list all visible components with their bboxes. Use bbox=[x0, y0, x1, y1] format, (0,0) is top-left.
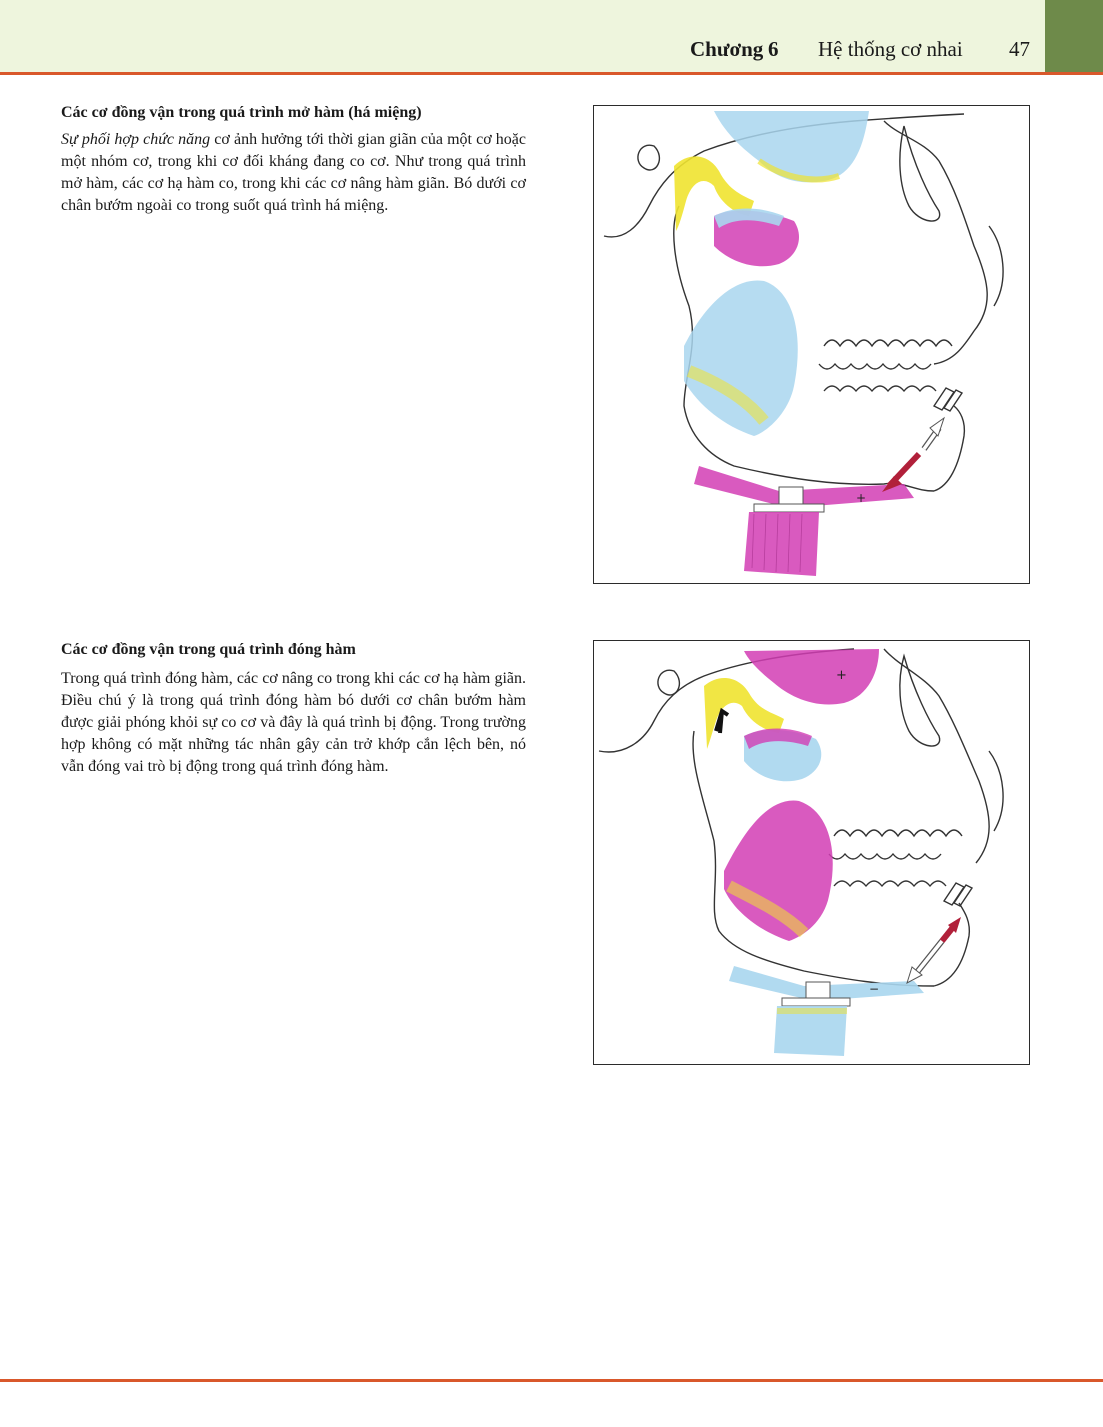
chapter-tab bbox=[1045, 0, 1103, 72]
incisors bbox=[934, 388, 962, 411]
chapter-number: 6 bbox=[768, 37, 779, 61]
condyle bbox=[658, 670, 680, 695]
condyle bbox=[638, 145, 660, 170]
nose-outline bbox=[989, 751, 1003, 831]
minus-sign: − bbox=[869, 982, 880, 996]
jaw-closing-illustration bbox=[594, 641, 1029, 1064]
section-heading-closing: Các cơ đồng vận trong quá trình đóng hàm bbox=[61, 641, 356, 658]
temporalis-muscle bbox=[714, 111, 869, 182]
infrahyoid-muscle bbox=[744, 512, 819, 576]
chin-outline bbox=[934, 406, 964, 491]
page-number: 47 bbox=[1009, 37, 1030, 61]
jaw-opening-illustration bbox=[594, 106, 1029, 583]
body-text: Trong quá trình đóng hàm, các cơ nâng co trong khi các cơ hạ hàm giãn. Điều chú ý là trong quá trình đóng hàm bó dưới cơ chân bướm hàm được giải phóng khỏi sự co cơ và đây là quá trình bị động. Trong trường hợp không có mặt những tác nhân gây cản trở khớp cắn lệch bên, nó vẫn đóng vai trò bị động trong quá trình đóng hàm. bbox=[61, 670, 526, 775]
footer-rule bbox=[0, 1379, 1103, 1382]
section-heading-opening: Các cơ đồng vận trong quá trình mở hàm (há miệng) bbox=[61, 104, 422, 121]
chapter-label: Chương bbox=[690, 37, 764, 61]
upper-teeth bbox=[824, 340, 952, 346]
italic-term: Sự phối hợp chức năng bbox=[61, 131, 211, 148]
eye-orbit bbox=[900, 656, 940, 746]
eye-orbit bbox=[900, 126, 940, 221]
upper-teeth bbox=[819, 364, 931, 369]
plus-sign: + bbox=[836, 668, 847, 683]
chapter-title: Hệ thống cơ nhai bbox=[818, 37, 963, 61]
upper-teeth bbox=[829, 854, 941, 859]
section-body-opening bbox=[61, 129, 526, 217]
plus-sign: + bbox=[856, 491, 867, 505]
lower-teeth bbox=[824, 386, 936, 391]
nose-outline bbox=[989, 226, 1003, 306]
upper-teeth bbox=[834, 830, 962, 836]
body-text: cơ ảnh hưởng tới thời gian giãn của một cơ hoặc một nhóm cơ, trong khi cơ đối kháng đang co cơ. Như trong quá trình mở hàm, các cơ hạ hàm co, trong khi các cơ nâng hàm giãn. Bó dưới cơ chân bướm ngoài co trong suốt quá trình há miệng. bbox=[61, 131, 527, 214]
header-rule bbox=[0, 72, 1103, 75]
hyoid-bone bbox=[806, 982, 830, 1000]
digastric-muscle bbox=[694, 466, 914, 508]
incisors bbox=[944, 883, 972, 906]
hyoid-bone bbox=[779, 487, 803, 505]
temporalis-muscle bbox=[744, 649, 879, 705]
figure-jaw-closing bbox=[593, 640, 1030, 1065]
masseter-muscle bbox=[684, 280, 798, 436]
figure-jaw-opening bbox=[593, 105, 1030, 584]
lower-teeth bbox=[834, 881, 946, 886]
section-body-closing bbox=[61, 668, 526, 778]
